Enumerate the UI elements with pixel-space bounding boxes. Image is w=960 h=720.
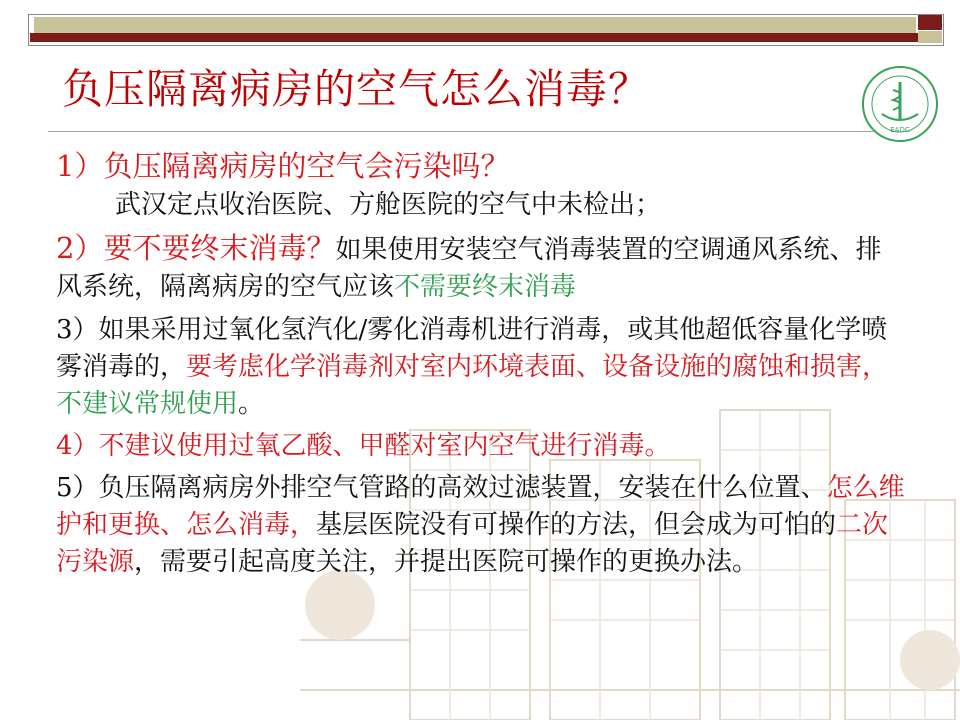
- corner-olive-block: [918, 31, 942, 43]
- item-4: [56, 428, 906, 465]
- item-3-number: 3）: [56, 315, 99, 345]
- corner-dark-block: [918, 15, 942, 30]
- item-5-text-3: ，需要引起高度关注，并提出医院可操作的更换办法。: [134, 547, 759, 577]
- item-2-number: 2）: [56, 231, 104, 265]
- item-1-answer: 武汉定点收治医院、方舱医院的空气中未检出；: [115, 190, 662, 220]
- item-2: [56, 230, 906, 306]
- item-5-text-2: 基层医院没有可操作的方法，但会成为可怕的: [316, 510, 837, 540]
- slide-content: [56, 148, 906, 581]
- item-1-question-text: 负压隔离病房的空气会污染吗？: [103, 149, 510, 183]
- item-5-number: 5）: [56, 473, 99, 503]
- title-divider: [48, 131, 890, 132]
- item-5-text-1: 负压隔离病房外排空气管路的高效过滤装置，安装在什么位置、: [98, 473, 827, 503]
- slide-title: 负压隔离病房的空气怎么消毒？: [62, 65, 650, 113]
- item-4-red-text: 不建议使用过氧乙酸、甲醛对室内空气进行消毒。: [98, 431, 671, 461]
- item-2-question-text: 要不要终末消毒？: [103, 231, 336, 265]
- item-1-number: 1）: [56, 149, 104, 183]
- item-5-red-text-2: 二次污染源: [56, 510, 889, 577]
- logo-text: EADC: [890, 126, 910, 134]
- item-3-green-text: 不建议常规使用: [56, 389, 239, 419]
- item-3-red-text: 要考虑化学消毒剂对室内环境表面、设备设施的腐蚀和损害，: [186, 352, 889, 382]
- top-dark-red-bar: [30, 33, 918, 42]
- item-5: [56, 470, 906, 581]
- item-3: [56, 312, 906, 423]
- item-3-text: 如果采用过氧化氢汽化/雾化消毒机进行消毒，或其他超低容量化学喷雾消毒的，: [56, 315, 888, 382]
- top-olive-bar: [34, 17, 916, 33]
- item-5-red-text-1: 怎么维护和更换、怎么消毒，: [56, 473, 905, 540]
- item-4-number: 4）: [56, 431, 99, 461]
- item-2-green-text: 不需要终末消毒: [394, 272, 577, 302]
- item-3-end: 。: [238, 389, 265, 419]
- item-1-question: [56, 148, 906, 187]
- item-2-text: 如果使用安装空气消毒装置的空调通风系统、排风系统，隔离病房的空气应该: [56, 235, 882, 302]
- hospital-logo-icon: [860, 64, 940, 144]
